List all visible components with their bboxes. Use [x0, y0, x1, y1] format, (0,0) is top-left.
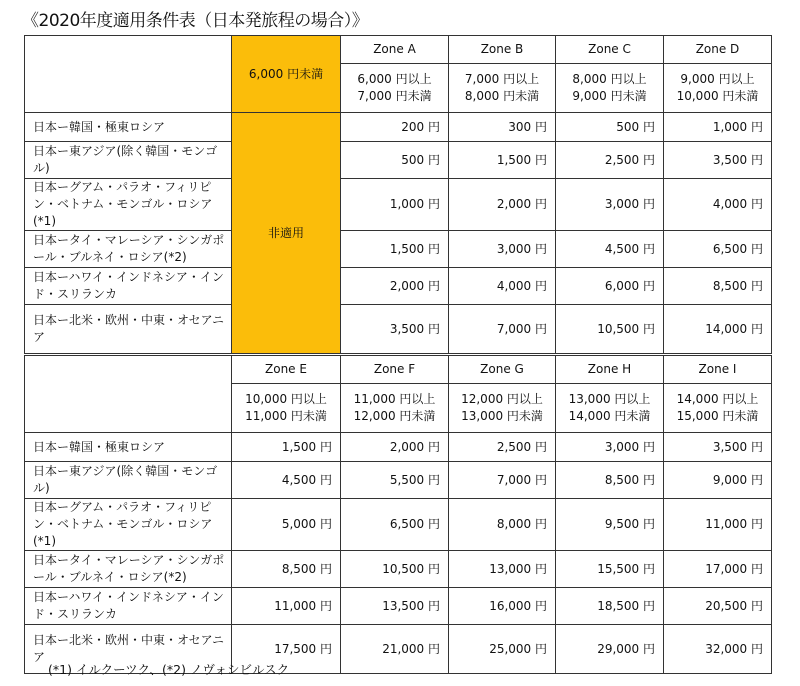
table-row [25, 433, 772, 462]
fee-value: 1,500 円 [449, 142, 556, 179]
fee-value: 6,500 円 [341, 499, 449, 551]
table-row [25, 142, 772, 179]
fee-value: 2,500 円 [556, 142, 664, 179]
fee-value: 2,500 円 [449, 433, 556, 462]
route-label: 日本ータイ・マレーシア・シンガポール・ブルネイ・ロシア(*2) [25, 551, 232, 588]
route-label: 日本ーグアム・パラオ・フィリピン・ベトナム・モンゴル・ロシア(*1) [25, 179, 232, 231]
route-label: 日本ー東アジア(除く韓国・モンゴル) [25, 462, 232, 499]
fee-value: 17,500 円 [232, 625, 341, 674]
route-label: 日本ーハワイ・インドネシア・インド・スリランカ [25, 588, 232, 625]
fee-value: 4,000 円 [449, 268, 556, 305]
fee-value: 11,000 円 [664, 499, 772, 551]
fee-value: 6,000 円 [556, 268, 664, 305]
table-row [25, 231, 772, 268]
zone-range-min: 11,000 円以上 [353, 392, 436, 406]
table-row [25, 462, 772, 499]
zone-name: Zone E [232, 356, 341, 384]
fee-value: 14,000 円 [664, 305, 772, 354]
zone-range-max: 13,000 円未満 [461, 409, 543, 423]
route-label: 日本ー北米・欧州・中東・オセアニア [25, 625, 232, 674]
fee-value: 8,500 円 [232, 551, 341, 588]
fee-value: 25,000 円 [449, 625, 556, 674]
page-title: 《2020年度適用条件表（日本発旅程の場合）》 [22, 11, 369, 31]
fee-value: 4,500 円 [556, 231, 664, 268]
zone-name: Zone H [556, 356, 664, 384]
zone-range-max: 11,000 円未満 [245, 409, 327, 423]
zone-range-min: 14,000 円以上 [676, 392, 759, 406]
zone-range [341, 384, 449, 433]
zone-range-min: 6,000 円以上 [357, 72, 432, 86]
fee-value: 4,500 円 [232, 462, 341, 499]
table-row [25, 499, 772, 551]
fee-value: 20,500 円 [664, 588, 772, 625]
exempt-range-cell: 6,000 円未満 [232, 36, 341, 113]
table-row [25, 179, 772, 231]
route-label: 日本ーハワイ・インドネシア・インド・スリランカ [25, 268, 232, 305]
zone-name: Zone G [449, 356, 556, 384]
fee-table-zones-e-i [24, 355, 772, 674]
zone-range-max: 12,000 円未満 [353, 409, 436, 423]
fee-value: 1,000 円 [664, 113, 772, 142]
zone-range-max: 9,000 円未満 [572, 89, 647, 103]
zone-header-row [25, 36, 772, 64]
zone-range [341, 64, 449, 113]
route-label: 日本ー東アジア(除く韓国・モンゴル) [25, 142, 232, 179]
corner-cell [25, 36, 232, 113]
fee-value: 200 円 [341, 113, 449, 142]
fee-value: 21,000 円 [341, 625, 449, 674]
fee-value: 7,000 円 [449, 305, 556, 354]
zone-range-min: 8,000 円以上 [572, 72, 647, 86]
table-row [25, 113, 772, 142]
zone-range-min: 13,000 円以上 [568, 392, 651, 406]
zone-range-max: 14,000 円未満 [568, 409, 651, 423]
footnote: (*1) イルクーツク、(*2) ノヴォシビルスク [48, 662, 290, 677]
zone-range [556, 64, 664, 113]
fee-value: 500 円 [556, 113, 664, 142]
zone-range-min: 12,000 円以上 [461, 392, 543, 406]
exempt-label-cell: 非適用 [232, 113, 341, 354]
zone-range-max: 15,000 円未満 [676, 409, 759, 423]
zone-range-min: 9,000 円以上 [680, 72, 755, 86]
fee-value: 9,500 円 [556, 499, 664, 551]
fee-value: 10,500 円 [556, 305, 664, 354]
fee-value: 8,500 円 [664, 268, 772, 305]
zone-header-row [25, 356, 772, 384]
route-label: 日本ー北米・欧州・中東・オセアニア [25, 305, 232, 354]
zone-name: Zone F [341, 356, 449, 384]
zone-name: Zone B [449, 36, 556, 64]
fee-value: 2,000 円 [341, 433, 449, 462]
fee-value: 6,500 円 [664, 231, 772, 268]
route-label: 日本ー韓国・極東ロシア [25, 113, 232, 142]
fee-value: 13,500 円 [341, 588, 449, 625]
fee-value: 3,500 円 [664, 142, 772, 179]
fee-value: 1,500 円 [232, 433, 341, 462]
fee-value: 500 円 [341, 142, 449, 179]
fee-value: 7,000 円 [449, 462, 556, 499]
route-label: 日本ー韓国・極東ロシア [25, 433, 232, 462]
zone-range-max: 10,000 円未満 [676, 89, 759, 103]
fee-value: 11,000 円 [232, 588, 341, 625]
table-row [25, 268, 772, 305]
fee-value: 1,000 円 [341, 179, 449, 231]
fee-value: 2,000 円 [449, 179, 556, 231]
zone-range [556, 384, 664, 433]
fee-value: 3,500 円 [664, 433, 772, 462]
fee-value: 10,500 円 [341, 551, 449, 588]
fee-value: 3,000 円 [449, 231, 556, 268]
zone-range-min: 7,000 円以上 [464, 72, 540, 86]
zone-name: Zone A [341, 36, 449, 64]
zone-range [664, 384, 772, 433]
fee-value: 300 円 [449, 113, 556, 142]
zone-name: Zone I [664, 356, 772, 384]
fee-value: 8,500 円 [556, 462, 664, 499]
fee-value: 5,000 円 [232, 499, 341, 551]
fee-value: 16,000 円 [449, 588, 556, 625]
route-label: 日本ータイ・マレーシア・シンガポール・ブルネイ・ロシア(*2) [25, 231, 232, 268]
fee-table-zones-a-d [24, 35, 772, 354]
fee-value: 2,000 円 [341, 268, 449, 305]
fee-value: 29,000 円 [556, 625, 664, 674]
zone-name: Zone D [664, 36, 772, 64]
fee-value: 3,000 円 [556, 433, 664, 462]
zone-range-max: 8,000 円未満 [464, 89, 540, 103]
route-label: 日本ーグアム・パラオ・フィリピン・ベトナム・モンゴル・ロシア(*1) [25, 499, 232, 551]
zone-range-min: 10,000 円以上 [245, 392, 327, 406]
zone-range [449, 384, 556, 433]
fee-value: 5,500 円 [341, 462, 449, 499]
fee-value: 4,000 円 [664, 179, 772, 231]
zone-range-max: 7,000 円未満 [357, 89, 432, 103]
zone-range [232, 384, 341, 433]
fee-value: 18,500 円 [556, 588, 664, 625]
table-row [25, 551, 772, 588]
fee-value: 17,000 円 [664, 551, 772, 588]
fee-value: 32,000 円 [664, 625, 772, 674]
table-row [25, 305, 772, 354]
fee-value: 1,500 円 [341, 231, 449, 268]
fee-value: 9,000 円 [664, 462, 772, 499]
zone-range [664, 64, 772, 113]
fee-value: 3,000 円 [556, 179, 664, 231]
fee-value: 3,500 円 [341, 305, 449, 354]
zone-name: Zone C [556, 36, 664, 64]
fee-value: 8,000 円 [449, 499, 556, 551]
corner-cell [25, 356, 232, 433]
zone-range [449, 64, 556, 113]
fee-value: 13,000 円 [449, 551, 556, 588]
fee-value: 15,500 円 [556, 551, 664, 588]
table-row [25, 588, 772, 625]
